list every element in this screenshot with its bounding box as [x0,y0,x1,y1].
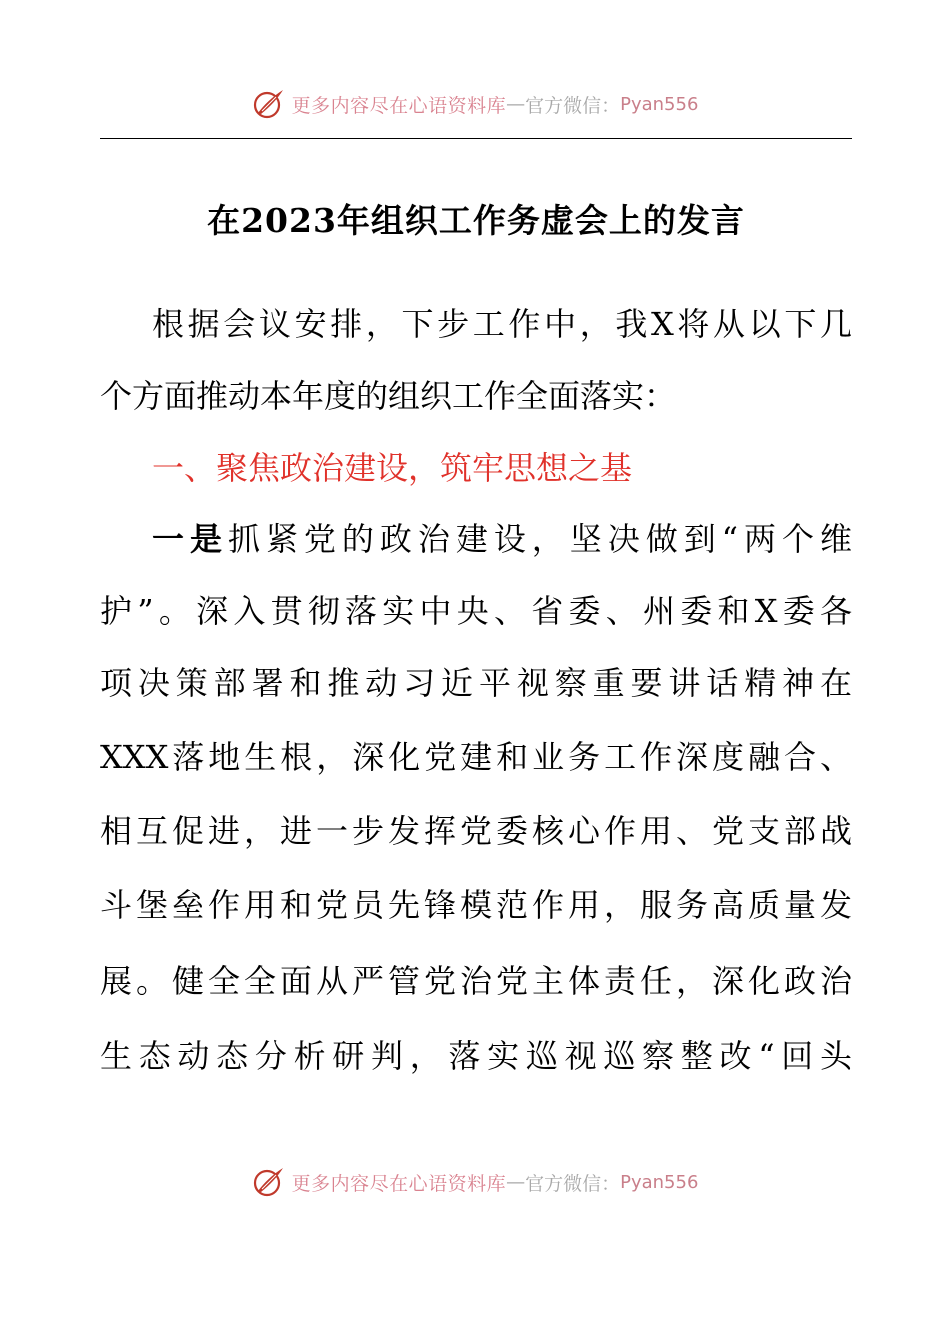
footer-account-label: 官方微信： [525,1172,621,1195]
footer-account-id: Pyan556 [620,1171,699,1193]
document-title: 在2023年组织工作务虚会上的发言 [207,201,745,240]
header-banner [0,82,950,126]
footer-main-text: 更多内容尽在心语资料库 [291,1172,507,1195]
footer-dash: — [506,1171,526,1193]
point-1-lead: 一是 [152,520,228,558]
section-heading: 一、聚焦政治建设，筑牢思想之基 [152,449,633,487]
point-1-line-1 [100,512,852,566]
point-1-line-1-text: 抓紧党的政治建设，坚决做到“两个维 [227,520,852,558]
header-divider [100,138,852,139]
point-1-line-3: 项决策部署和推动习近平视察重要讲话精神在 [100,664,852,702]
point-1-line-8: 生态动态分析研判，落实巡视巡察整改“回头 [100,1037,852,1075]
point-1-line-7: 展。健全全面从严管党治党主体责任，深化政治 [100,962,852,1000]
point-1-line-2: 护”。深入贯彻落实中央、省委、州委和X委各 [100,592,852,630]
point-1-line-5: 相互促进，进一步发挥党委核心作用、党支部战 [100,812,852,850]
footer-banner [0,1160,950,1204]
quill-logo-icon [252,1165,286,1199]
quill-logo-icon [252,87,286,121]
banner-dash: — [506,93,526,115]
intro-line-2: 个方面推动本年度的组织工作全面落实： [100,377,677,415]
banner-account-id: Pyan556 [620,93,699,115]
point-1-line-4: XXX落地生根，深化党建和业务工作深度融合、 [100,738,852,776]
intro-line-1: 根据会议安排，下步工作中，我X将从以下几 [152,305,852,343]
banner-account-label: 官方微信： [525,94,621,117]
point-1-line-6: 斗堡垒作用和党员先锋模范作用，服务高质量发 [100,886,852,924]
banner-main-text: 更多内容尽在心语资料库 [291,94,507,117]
